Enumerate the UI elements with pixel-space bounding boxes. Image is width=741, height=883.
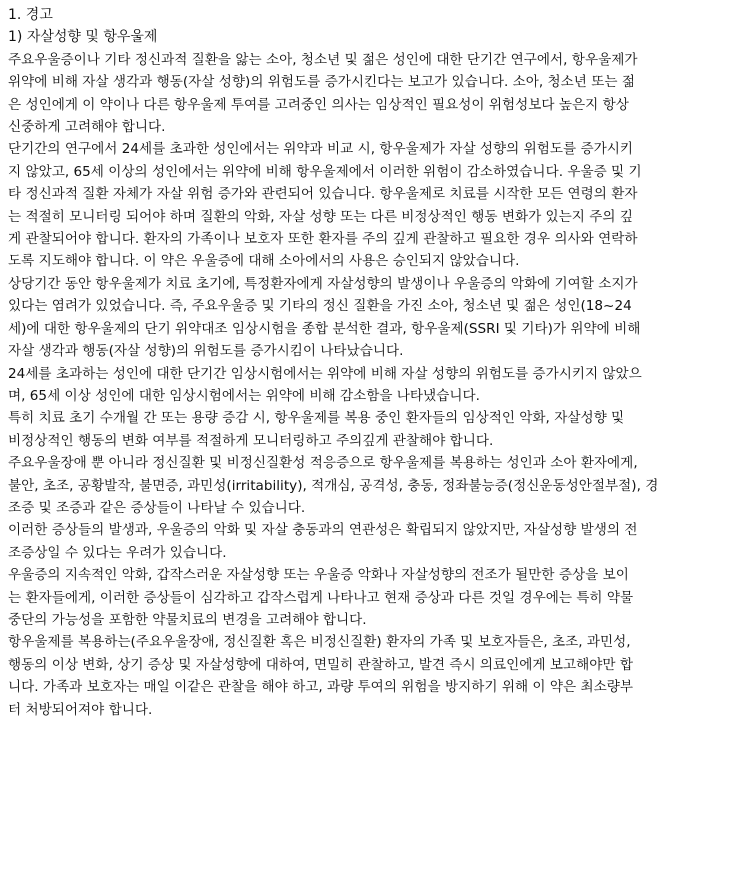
subsection-title: 1) 자살성향 및 항우울제: [8, 29, 158, 46]
text-line: 은 성인에게 이 약이나 다른 항우울제 투여를 고려중인 의사는 임상적인 필요성이 위험성보다 높은지 항상: [8, 96, 629, 113]
paragraph: [8, 452, 733, 519]
text-line: 는 적절히 모니터링 되어야 하며 질환의 악화, 자살 성향 또는 다른 비정상적인 행동 변화가 있는지 주의 깊: [8, 208, 633, 225]
text-line: 단기간의 연구에서 24세를 초과한 성인에서는 위약과 비교 시, 항우울제가 자살 성향의 위험도를 증가시키: [8, 141, 633, 158]
paragraph: [8, 564, 733, 631]
text-line: 지 않았고, 65세 이상의 성인에서는 위약에 비해 항우울제에서 이러한 위험이 감소하였습니다. 우울증 및 기: [8, 163, 642, 180]
text-line: 비정상적인 행동의 변화 여부를 적절하게 모니터링하고 주의깊게 관찰해야 합니다.: [8, 432, 494, 449]
text-line: 타 정신과적 질환 자체가 자살 위험 증가와 관련되어 있습니다. 항우울제로 치료를 시작한 모든 연령의 환자: [8, 186, 638, 203]
text-line: 자살 생각과 행동(자살 성향)의 위험도를 증가시킴이 나타났습니다.: [8, 343, 404, 360]
paragraph: [8, 631, 733, 721]
paragraph: [8, 363, 733, 408]
text-line: 우울증의 지속적인 악화, 갑작스러운 자살성향 또는 우울증 악화나 자살성향의 전조가 될만한 증상을 보이: [8, 567, 629, 584]
paragraph-list: [8, 49, 733, 721]
text-line: 조증 및 조증과 같은 증상들이 나타날 수 있습니다.: [8, 499, 306, 516]
text-line: 게 관찰되어야 합니다. 환자의 가족이나 보호자 또한 환자를 주의 깊게 관찰하고 필요한 경우 의사와 연락하: [8, 231, 638, 248]
paragraph: [8, 49, 733, 139]
text-line: 며, 65세 이상 성인에 대한 임상시험에서는 위약에 비해 감소함을 나타냈습니다.: [8, 387, 480, 404]
text-line: 도록 지도해야 합니다. 이 약은 우울증에 대해 소아에서의 사용은 승인되지 않았습니다.: [8, 253, 520, 270]
text-line: 주요우울장애 뿐 아니라 정신질환 및 비정신질환성 적응증으로 항우울제를 복용하는 성인과 소아 환자에게,: [8, 455, 638, 472]
text-line: 주요우울증이나 기타 정신과적 질환을 앓는 소아, 청소년 및 젊은 성인에 대한 단기간 연구에서, 항우울제가: [8, 51, 638, 68]
text-line: 있다는 염려가 있었습니다. 즉, 주요우울증 및 기타의 정신 질환을 가진 소아, 청소년 및 젊은 성인(18~24: [8, 298, 632, 315]
text-line: 특히 치료 초기 수개월 간 또는 용량 증감 시, 항우울제를 복용 중인 환자들의 임상적인 악화, 자살성향 및: [8, 410, 625, 427]
text-line: 조증상일 수 있다는 우려가 있습니다.: [8, 544, 227, 561]
text-line: 중단의 가능성을 포함한 약물치료의 변경을 고려해야 합니다.: [8, 611, 367, 628]
paragraph: [8, 138, 733, 272]
text-line: 24세를 초과하는 성인에 대한 단기간 임상시험에서는 위약에 비해 자살 성향의 위험도를 증가시키지 않았으: [8, 365, 642, 382]
text-line: 행동의 이상 변화, 상기 증상 및 자살성향에 대하여, 면밀히 관찰하고, 발견 즉시 의료인에게 보고해야만 합: [8, 656, 633, 673]
text-line: 항우울제를 복용하는(주요우울장애, 정신질환 혹은 비정신질환) 환자의 가족 및 보호자들은, 초조, 과민성,: [8, 634, 631, 651]
text-line: 세)에 대한 항우울제의 단기 위약대조 임상시험을 종합 분석한 결과, 항우울제(SSRI 및 기타)가 위약에 비해: [8, 320, 641, 337]
paragraph: [8, 407, 733, 452]
section-title: 1. 경고: [8, 7, 53, 23]
text-line: 불안, 초조, 공황발작, 불면증, 과민성(irritability), 적개심, 공격성, 충동, 정좌불능증(정신운동성안절부절), 경: [8, 477, 659, 494]
text-line: 니다. 가족과 보호자는 매일 이같은 관찰을 해야 하고, 과량 투여의 위험을 방지하기 위해 이 약은 최소량부: [8, 679, 633, 696]
text-line: 이러한 증상들의 발생과, 우울증의 악화 및 자살 충동과의 연관성은 확립되지 않았지만, 자살성향 발생의 전: [8, 522, 638, 539]
text-line: 신중하게 고려해야 합니다.: [8, 119, 166, 136]
text-line: 터 처방되어져야 합니다.: [8, 701, 153, 718]
paragraph: [8, 519, 733, 564]
text-line: 는 환자들에게, 이러한 증상들이 심각하고 갑작스럽게 나타나고 현재 증상과 다른 것일 경우에는 특히 약물: [8, 589, 634, 606]
text-line: 위약에 비해 자살 생각과 행동(자살 성향)의 위험도를 증가시킨다는 보고가 있습니다. 소아, 청소년 또는 젊: [8, 74, 635, 91]
paragraph: [8, 273, 733, 363]
text-line: 상당기간 동안 항우울제가 치료 초기에, 특정환자에게 자살성향의 발생이나 우울증의 악화에 기여할 소지가: [8, 275, 638, 292]
